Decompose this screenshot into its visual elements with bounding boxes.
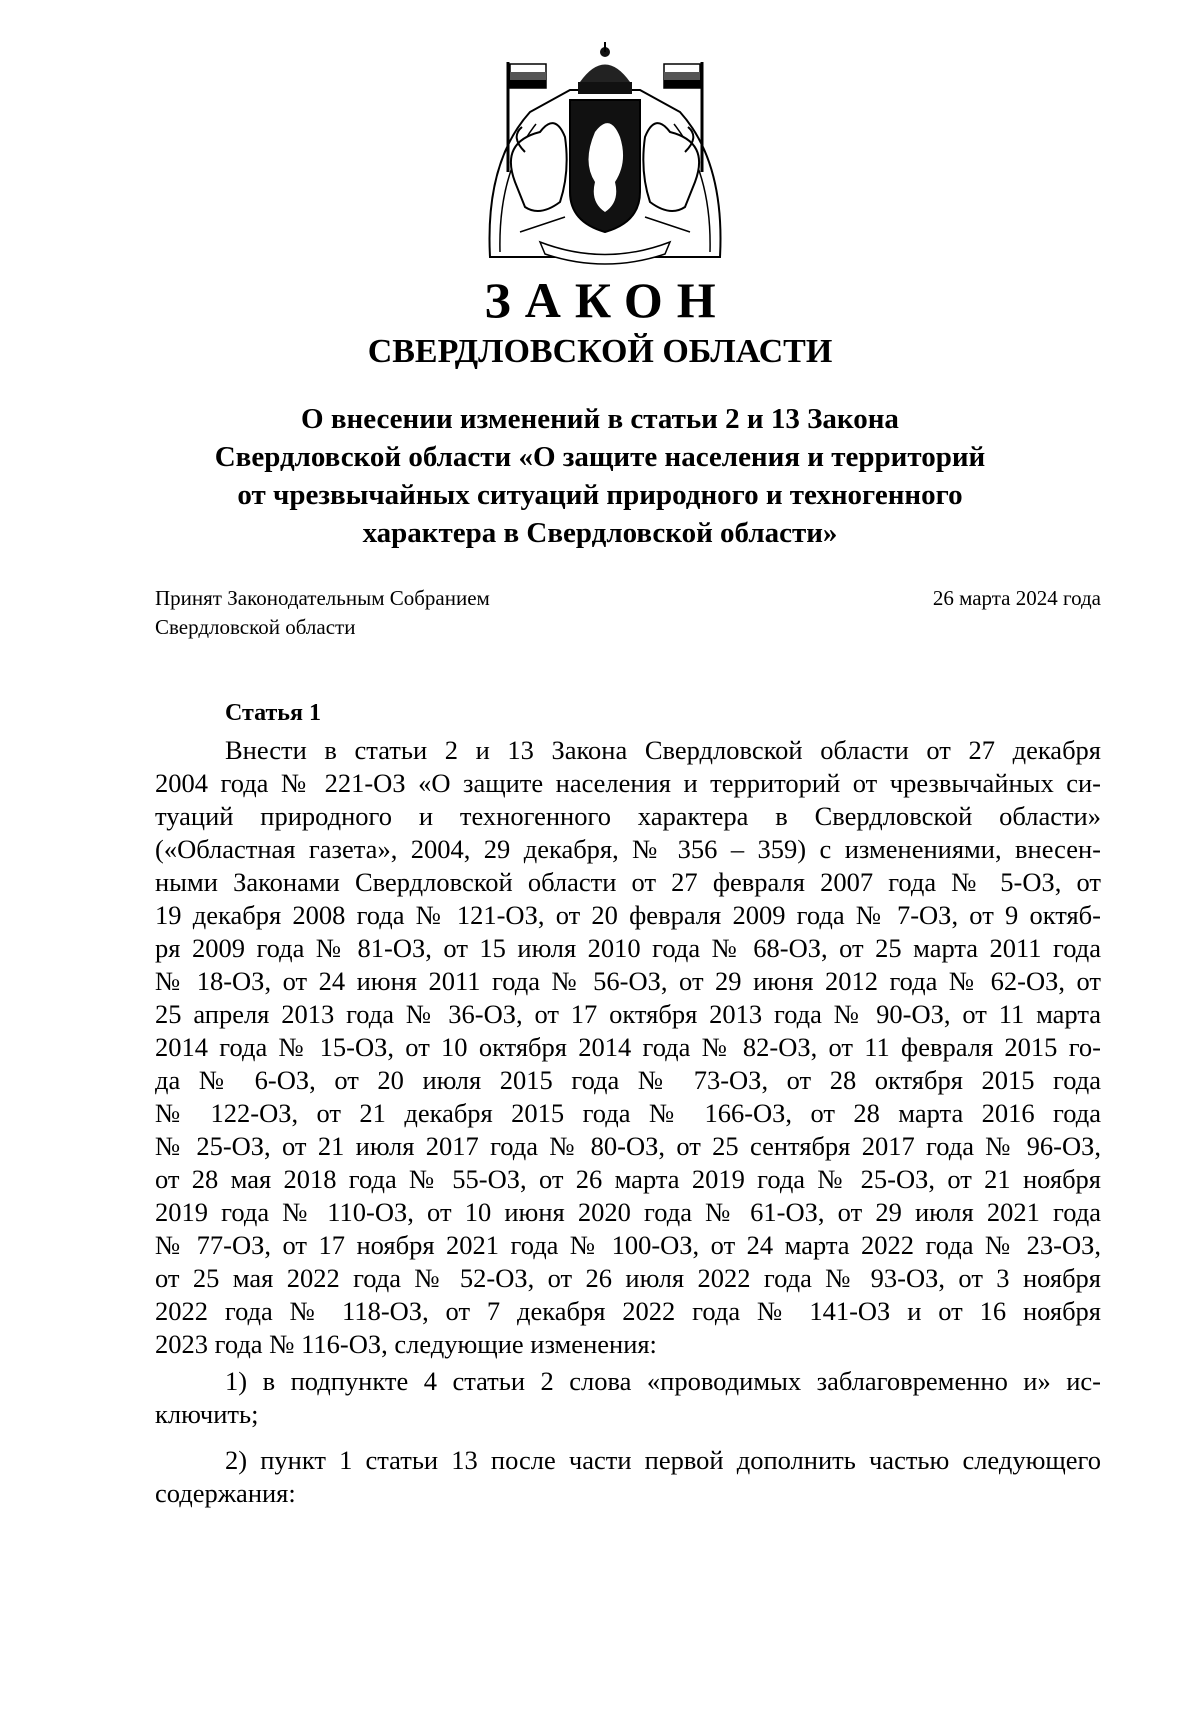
body-line: да № 6-ОЗ, от 20 июля 2015 года № 73-ОЗ, от 28 октября 2015 года: [155, 1065, 1101, 1095]
adopted-by: [155, 584, 490, 642]
article-title: Статья 1: [225, 700, 321, 726]
coat-of-arms-emblem: [470, 42, 740, 274]
body-line: («Областная газета», 2004, 29 декабря, № 356 – 359) с изменениями, внесен-: [155, 834, 1101, 864]
body-line: от 25 мая 2022 года № 52-ОЗ, от 26 июля 2022 года № 93-ОЗ, от 3 ноября: [155, 1263, 1101, 1293]
law-title: ЗАКОН: [484, 272, 730, 328]
body-line: 19 декабря 2008 года № 121-ОЗ, от 20 февраля 2009 года № 7-ОЗ, от 9 октяб-: [155, 900, 1101, 930]
item-line: 1) в подпункте 4 статьи 2 слова «проводимых заблаговременно и» ис-: [225, 1366, 1101, 1396]
body-line: от 28 мая 2018 года № 55-ОЗ, от 26 марта 2019 года № 25-ОЗ, от 21 ноября: [155, 1164, 1101, 1194]
law-heading: [150, 400, 1050, 552]
body-line: ря 2009 года № 81-ОЗ, от 15 июля 2010 года № 68-ОЗ, от 25 марта 2011 года: [155, 933, 1101, 963]
body-line: туаций природного и техногенного характера в Свердловской области»: [155, 801, 1101, 831]
body-line: 2019 года № 110-ОЗ, от 10 июня 2020 года № 61-ОЗ, от 29 июля 2021 года: [155, 1197, 1101, 1227]
list-item-2: [155, 1444, 1101, 1510]
item-line: содержания:: [155, 1478, 296, 1508]
list-item-1: [155, 1365, 1101, 1431]
item-line: 2) пункт 1 статьи 13 после части первой дополнить частью следующего: [225, 1445, 1101, 1475]
heading-line: Свердловской области «О защите населения и территорий: [214, 441, 986, 473]
adopted-line: Принят Законодательным Собранием: [155, 586, 490, 610]
heading-line: характера в Свердловской области»: [362, 517, 838, 549]
body-line: № 18-ОЗ, от 24 июня 2011 года № 56-ОЗ, от 29 июня 2012 года № 62-ОЗ, от: [155, 966, 1101, 996]
heading-line: от чрезвычайных ситуаций природного и техногенного: [237, 479, 963, 511]
body-line: 2022 года № 118-ОЗ, от 7 декабря 2022 года № 141-ОЗ и от 16 ноября: [155, 1296, 1101, 1326]
item-line: ключить;: [155, 1399, 259, 1429]
heading-line: О внесении изменений в статьи 2 и 13 Закона: [301, 403, 899, 435]
body-line: 25 апреля 2013 года № 36-ОЗ, от 17 октября 2013 года № 90-ОЗ, от 11 марта: [155, 999, 1101, 1029]
body-line: ными Законами Свердловской области от 27 февраля 2007 года № 5-ОЗ, от: [155, 867, 1101, 897]
body-line: 2023 года № 116-ОЗ, следующие изменения:: [155, 1329, 657, 1359]
body-line: 2014 года № 15-ОЗ, от 10 октября 2014 года № 82-ОЗ, от 11 февраля 2015 го-: [155, 1032, 1101, 1062]
body-line: № 25-ОЗ, от 21 июля 2017 года № 80-ОЗ, от 25 сентября 2017 года № 96-ОЗ,: [155, 1131, 1101, 1161]
body-line: Внести в статьи 2 и 13 Закона Свердловской области от 27 декабря: [225, 735, 1101, 765]
law-region: СВЕРДЛОВСКОЙ ОБЛАСТИ: [367, 333, 833, 370]
article-body: [155, 734, 1101, 1361]
adoption-date: 26 марта 2024 года: [932, 586, 1101, 610]
body-line: 2004 года № 221-ОЗ «О защите населения и территорий от чрезвычайных си-: [155, 768, 1101, 798]
body-line: № 77-ОЗ, от 17 ноября 2021 года № 100-ОЗ, от 24 марта 2022 года № 23-ОЗ,: [155, 1230, 1101, 1260]
adopted-line: Свердловской области: [155, 615, 356, 639]
body-line: № 122-ОЗ, от 21 декабря 2015 года № 166-ОЗ, от 28 марта 2016 года: [155, 1098, 1101, 1128]
